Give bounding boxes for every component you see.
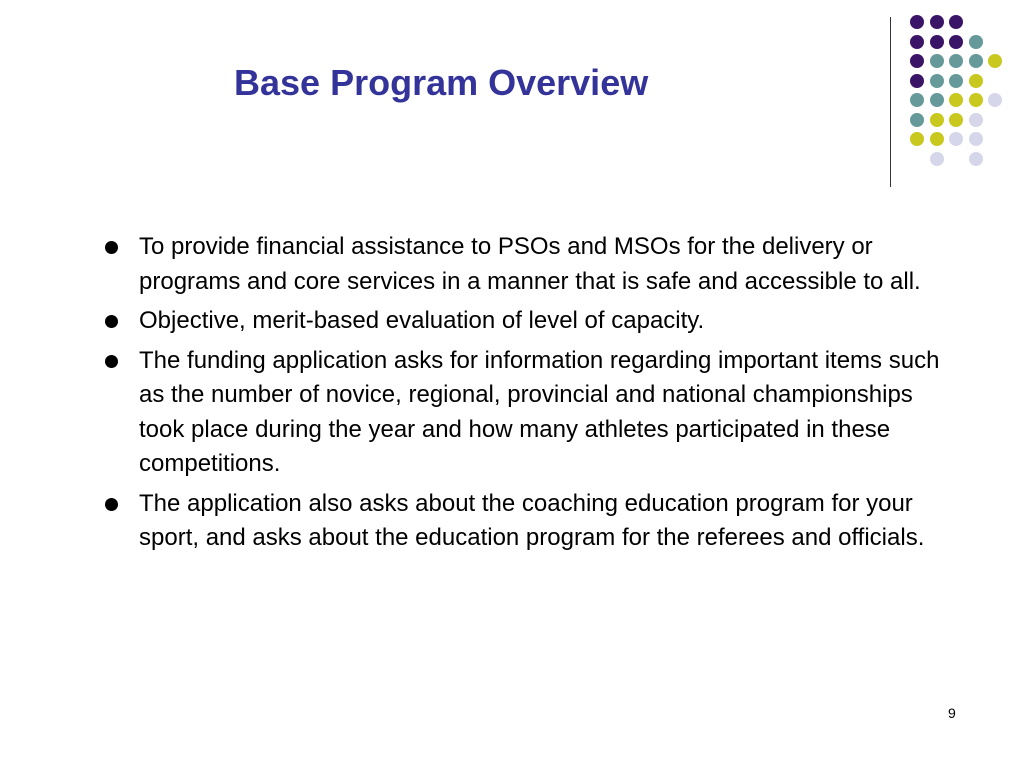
decorative-dot	[969, 132, 983, 146]
decorative-dot-grid	[910, 15, 1010, 165]
decorative-dot	[949, 54, 963, 68]
decorative-dot	[910, 54, 924, 68]
bullet-text: The funding application asks for information regarding important items such as the number of novice, regional, provincial and national championships took place during the year and how many athletes participated in these competitions.	[139, 346, 940, 477]
decorative-dot	[969, 74, 983, 88]
decorative-dot	[949, 15, 963, 29]
bullet-item	[104, 230, 964, 299]
vertical-divider	[890, 17, 891, 187]
bullet-list	[104, 230, 964, 561]
decorative-dot	[949, 93, 963, 107]
decorative-dot	[930, 93, 944, 107]
decorative-dot	[988, 54, 1002, 68]
bullet-text: Objective, merit-based evaluation of level of capacity.	[139, 307, 705, 334]
decorative-dot	[930, 74, 944, 88]
decorative-dot	[930, 15, 944, 29]
decorative-dot	[949, 74, 963, 88]
decorative-dot	[969, 93, 983, 107]
decorative-dot	[930, 113, 944, 127]
decorative-dot	[910, 93, 924, 107]
decorative-dot	[949, 113, 963, 127]
decorative-dot	[910, 35, 924, 49]
decorative-dot	[949, 35, 963, 49]
bullet-dot-icon	[105, 355, 118, 368]
decorative-dot	[969, 35, 983, 49]
decorative-dot	[949, 132, 963, 146]
bullet-text: The application also asks about the coaching education program for your sport, and asks about the education program for the referees and officials.	[139, 489, 925, 551]
slide-title: Base Program Overview	[234, 62, 649, 103]
decorative-dot	[988, 93, 1002, 107]
bullet-item	[104, 304, 964, 339]
bullet-item	[104, 487, 964, 556]
bullet-dot-icon	[105, 241, 118, 254]
decorative-dot	[969, 113, 983, 127]
decorative-dot	[910, 132, 924, 146]
decorative-dot	[910, 74, 924, 88]
bullet-dot-icon	[105, 498, 118, 511]
slide-number: 9	[948, 705, 956, 721]
bullet-text: To provide financial assistance to PSOs and MSOs for the delivery or programs and core services in a manner that is safe and accessible to all.	[139, 233, 921, 295]
bullet-item	[104, 344, 964, 482]
decorative-dot	[969, 54, 983, 68]
decorative-dot	[969, 152, 983, 166]
decorative-dot	[930, 152, 944, 166]
decorative-dot	[930, 35, 944, 49]
bullet-dot-icon	[105, 315, 118, 328]
decorative-dot	[930, 132, 944, 146]
decorative-dot	[910, 113, 924, 127]
decorative-dot	[930, 54, 944, 68]
decorative-dot	[910, 15, 924, 29]
